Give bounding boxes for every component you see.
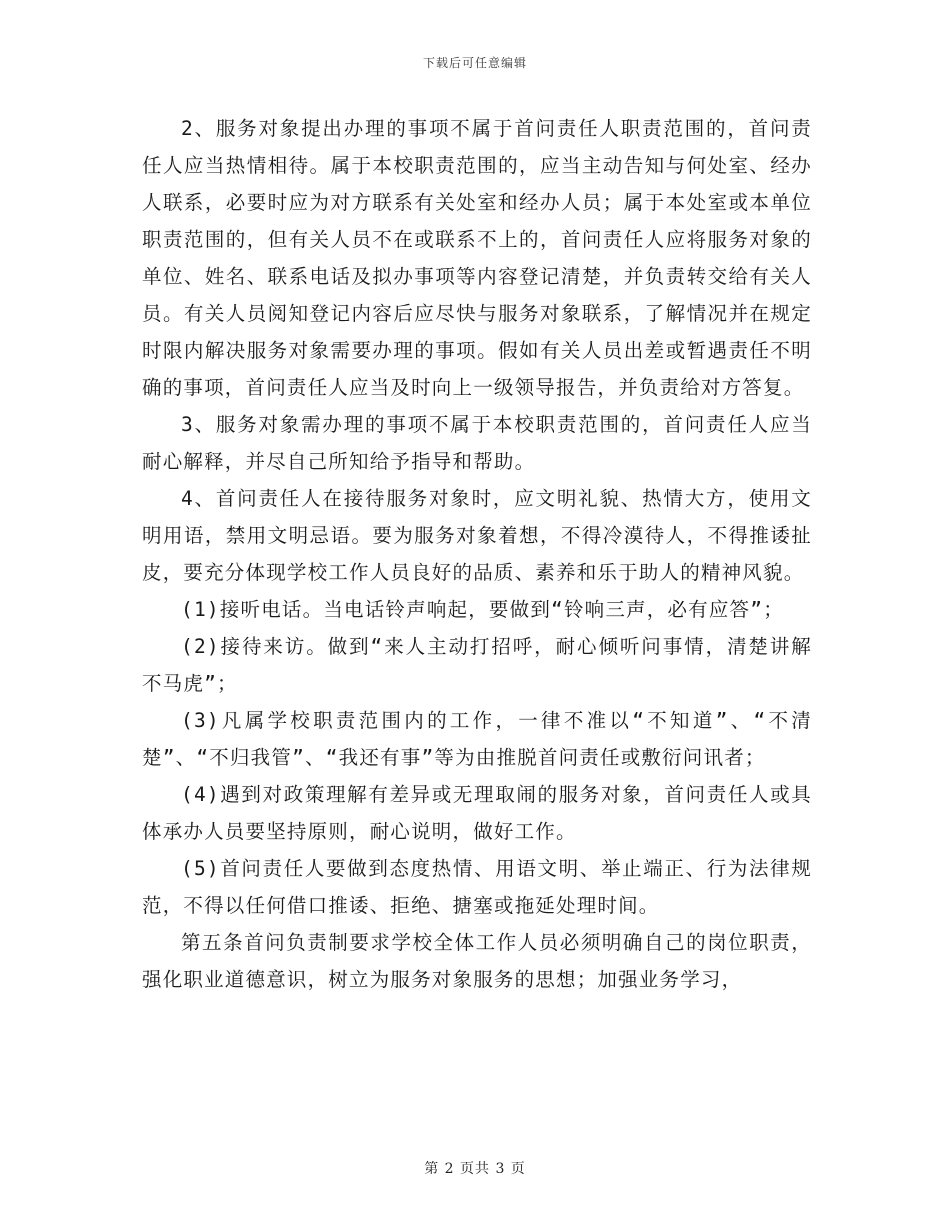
page-footer: 第 2 页共 3 页: [424, 1161, 526, 1177]
paragraph-subitem-2: (2)接待来访。做到“来人主动打招呼，耐心倾听问事情，清楚讲解不马虎”；: [142, 635, 812, 695]
paragraph-subitem-3: (3)凡属学校职责范围内的工作，一律不准以“不知道”、“不清楚”、“不归我管”、“我还有事”等为由推脱首问责任或敷衍问讯者；: [142, 709, 812, 769]
paragraph-subitem-1: (1)接听电话。当电话铃声响起，要做到“铃响三声，必有应答”；: [181, 598, 784, 621]
paragraph-subitem-4: (4)遇到对政策理解有差异或无理取闹的服务对象，首问责任人或具体承办人员要坚持原则，耐心说明，做好工作。: [142, 783, 812, 843]
paragraph-item-2: 2、服务对象提出办理的事项不属于首问责任人职责范围的，首问责任人应当热情相待。属于本校职责范围的，应当主动告知与何处室、经办人联系，必要时应为对方联系有关处室和经办人员；属于本处室或本单位职责范围的，但有关人员不在或联系不上的，首问责任人应将服务对象的单位、姓名、联系电话及拟办事项等内容登记清楚，并负责转交给有关人员。有关人员阅知登记内容后应尽快与服务对象联系，了解情况并在规定时限内解决服务对象需要办理的事项。假如有关人员出差或暂遇责任不明确的事项，首问责任人应当及时向上一级领导报告，并负责给对方答复。: [142, 117, 812, 399]
document-body: [142, 110, 812, 998]
page-header: 下载后可任意编辑: [422, 56, 527, 70]
paragraph-article-5: 第五条首问负责制要求学校全体工作人员必须明确自己的岗位职责，强化职业道德意识，树立为服务对象服务的思想；加强业务学习，: [142, 931, 812, 991]
paragraph-item-3: 3、服务对象需办理的事项不属于本校职责范围的，首问责任人应当耐心解释，并尽自己所知给予指导和帮助。: [142, 413, 812, 473]
paragraph-subitem-5: (5)首问责任人要做到态度热情、用语文明、举止端正、行为法律规范，不得以任何借口推诿、拒绝、搪塞或拖延处理时间。: [142, 857, 812, 917]
paragraph-item-4: 4、首问责任人在接待服务对象时，应文明礼貌、热情大方，使用文明用语，禁用文明忌语。要为服务对象着想，不得冷漠待人，不得推诿扯皮，要充分体现学校工作人员良好的品质、素养和乐于助人的精神风貌。: [142, 487, 812, 584]
